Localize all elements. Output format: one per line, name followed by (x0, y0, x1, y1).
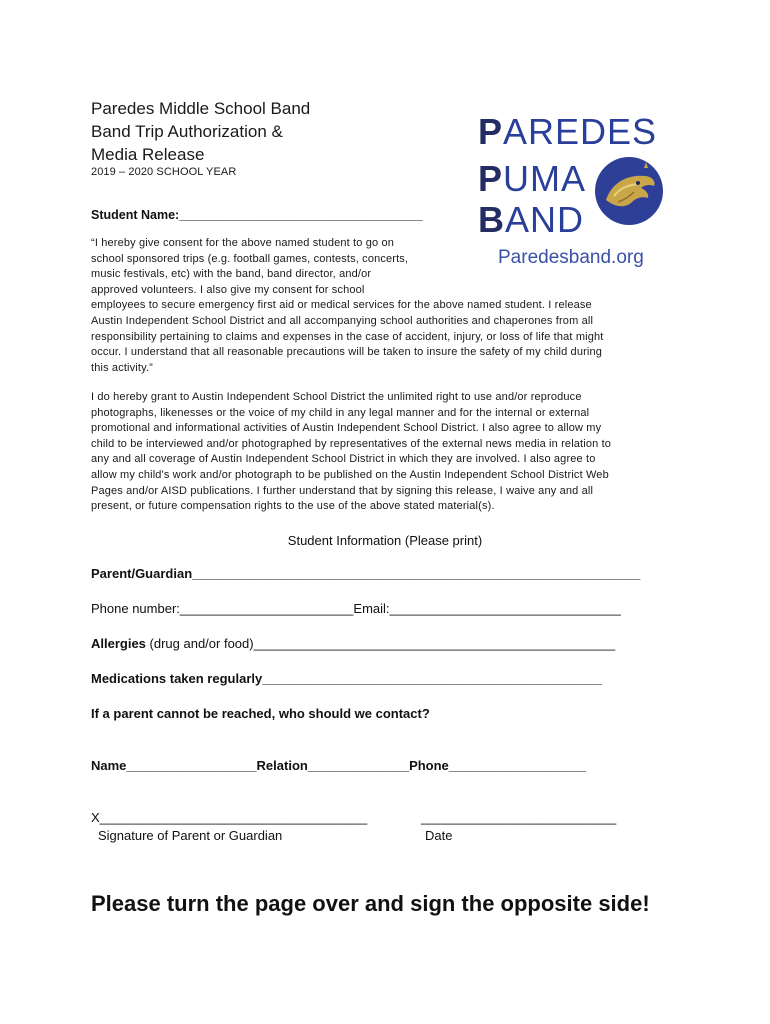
grant-line: promotional and informational activities of Austin Independent School District. I also agree to allow my (91, 422, 602, 435)
logo-line-puma: PUMA (478, 158, 587, 199)
logo-line-band: BAND (478, 199, 585, 240)
phone-email-row (91, 601, 621, 616)
date-label: Date (425, 828, 453, 843)
consent-line: approved volunteers. I also give my consent for school (91, 283, 365, 296)
puma-head-icon (594, 156, 664, 226)
phone-number-field[interactable]: Phone number:________________________ (91, 601, 354, 616)
consent-line: occur. I understand that all reasonable precautions will be taken to insure the safety of my child during (91, 346, 603, 359)
logo-line-paredes: PAREDES (478, 111, 658, 152)
grant-line: photographs, likenesses or the voice of my child in any legal manner and for the internal or external (91, 406, 590, 419)
consent-line: music festivals, etc) with the band, band director, and/or (91, 268, 372, 281)
contact-name-field[interactable]: Name__________________ (91, 758, 257, 773)
school-year: 2019 – 2020 SCHOOL YEAR (91, 166, 237, 178)
emergency-contact-question: If a parent cannot be reached, who should we contact? (91, 706, 430, 721)
emergency-contact-row (91, 758, 586, 773)
consent-line: employees to secure emergency first aid or medical services for the above named student. I release (91, 299, 592, 312)
media-release-paragraph (91, 390, 611, 515)
student-name-field[interactable]: Student Name:___________________________________ (91, 208, 423, 222)
date-field[interactable]: ___________________________ (421, 810, 617, 825)
grant-line: I do hereby grant to Austin Independent School District the unlimited right to use and/or reproduce (91, 391, 582, 403)
consent-line: Austin Independent School District and all accompanying school authorities and chaperones from all (91, 314, 594, 327)
allergies-field[interactable] (91, 636, 615, 651)
contact-relation-field[interactable]: Relation______________ (256, 758, 410, 773)
email-field[interactable]: Email:________________________________ (353, 601, 621, 616)
grant-line: allow my child's work and/or photograph to be published on the Austin Independent School District Web (91, 468, 609, 481)
grant-line: any and all coverage of Austin Independent School District in which they are involved. I also agree to (91, 453, 596, 466)
student-info-heading: Student Information (Please print) (287, 533, 483, 548)
consent-paragraph (91, 236, 603, 376)
consent-line: “I hereby give consent for the above named student to go on (91, 237, 394, 249)
grant-line: Pages and/or AISD publications. I further understand that by signing this release, I waive any and all (91, 484, 594, 497)
consent-line: this activity.” (91, 361, 153, 374)
turn-page-notice: Please turn the page over and sign the opposite side! (91, 891, 650, 916)
title-line-3: Media Release (91, 145, 205, 164)
contact-phone-field[interactable]: Phone___________________ (409, 758, 587, 773)
grant-line: present, or future compensation rights to the use of the above stated material(s). (91, 500, 495, 513)
logo-url: Paredesband.org (498, 247, 644, 268)
medications-field[interactable]: Medications taken regularly_______________________________________________ (91, 671, 603, 686)
signature-field[interactable]: X_____________________________________ (91, 810, 368, 825)
grant-line: child to be interviewed and/or photographed by representatives of the external news media in relation to (91, 437, 612, 450)
allergies-label: Allergies (91, 636, 146, 651)
form-title (91, 97, 310, 166)
title-line-2: Band Trip Authorization & (91, 122, 283, 141)
allergies-line: (drug and/or food)__________________________________________________ (145, 636, 616, 651)
signature-label: Signature of Parent or Guardian (98, 828, 283, 843)
consent-line: school sponsored trips (e.g. football games, contests, concerts, (91, 252, 409, 265)
title-line-1: Paredes Middle School Band (91, 99, 311, 118)
parent-guardian-field[interactable]: Parent/Guardian______________________________________________________________ (91, 566, 641, 581)
consent-line: responsibility pertaining to claims and expenses in the case of accident, injury, or loss of life that might (91, 330, 604, 343)
